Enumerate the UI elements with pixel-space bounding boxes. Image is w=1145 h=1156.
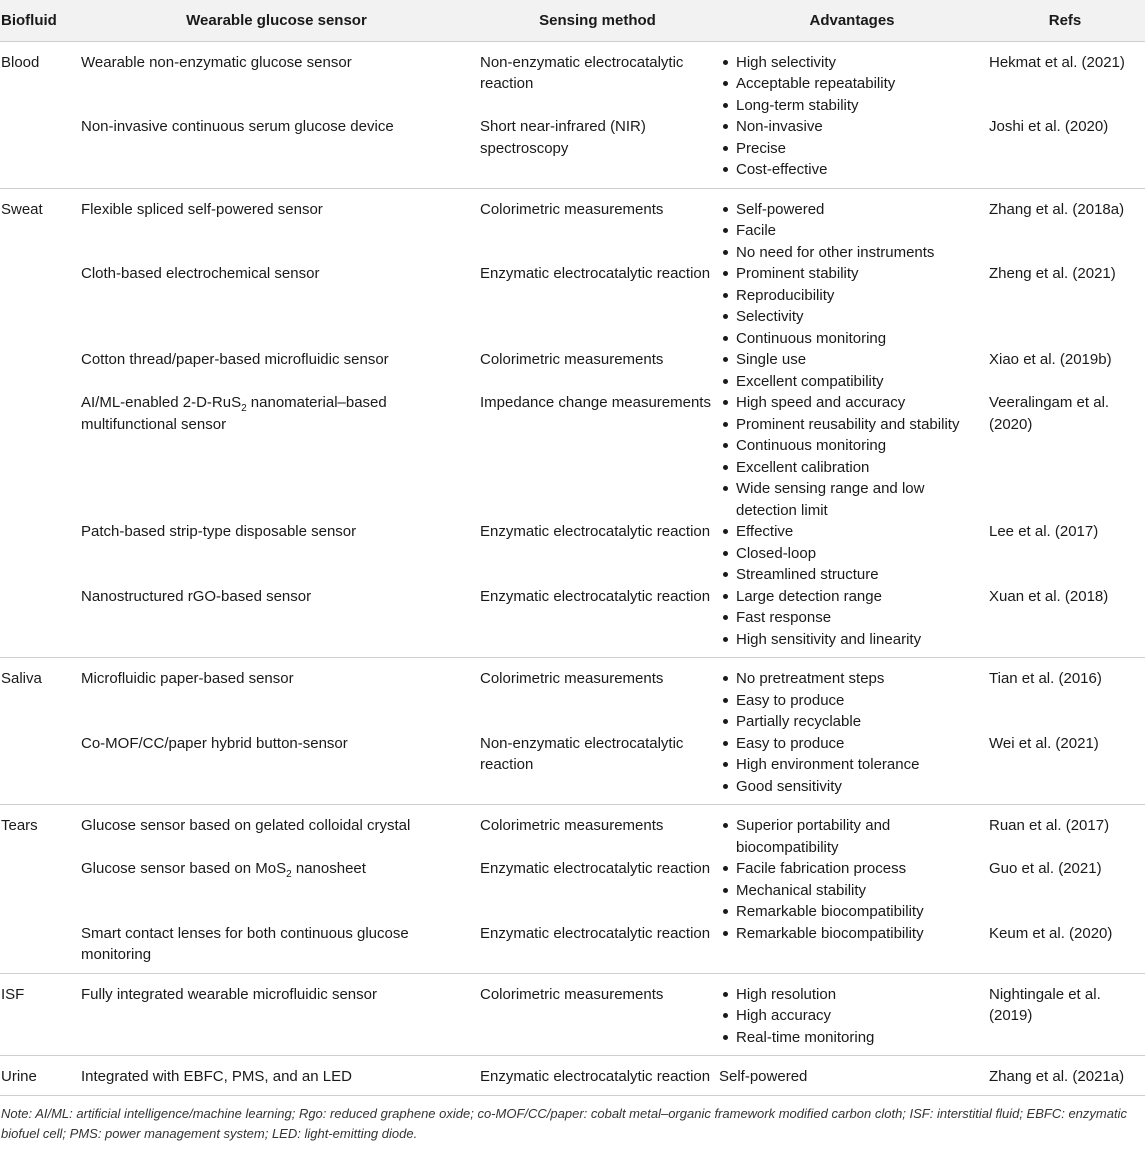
sensor-cell: Cotton thread/paper-based microfluidic sensor	[81, 351, 389, 368]
advantages-list	[719, 392, 981, 521]
advantages-list	[719, 116, 981, 181]
biofluid-cell	[0, 349, 77, 392]
table-row	[0, 116, 1145, 188]
method-cell: Impedance change measurements	[480, 394, 711, 411]
advantage-item: Cost-effective	[719, 159, 981, 181]
advantages-cell	[719, 923, 985, 974]
advantage-item: Streamlined structure	[719, 564, 981, 586]
sensor-cell: Nanostructured rGO-based sensor	[81, 587, 312, 605]
method-cell: Enzymatic electrocatalytic reaction	[480, 924, 711, 942]
method-cell: Non-enzymatic electrocatalytic reaction	[480, 53, 684, 92]
advantages-list	[719, 733, 981, 798]
ref-cell: Wei et al. (2021)	[989, 734, 1099, 752]
ref-cell: Ruan et al. (2017)	[989, 817, 1110, 834]
biofluid-cell	[0, 733, 77, 805]
method-cell: Short near-infrared (NIR) spectroscopy	[480, 118, 646, 157]
advantage-item: Excellent compatibility	[719, 371, 981, 393]
biofluid-cell	[0, 858, 77, 923]
advantage-item: Reproducibility	[719, 285, 981, 307]
advantages-cell	[719, 733, 985, 805]
table-row	[0, 1056, 1145, 1096]
advantages-list	[719, 668, 981, 733]
advantage-text: Self-powered	[719, 1068, 808, 1085]
header-refs: Refs	[985, 0, 1145, 41]
advantage-item: Non-invasive	[719, 116, 981, 138]
advantages-list	[719, 815, 981, 858]
biofluid-cell	[0, 263, 77, 349]
advantage-item: No need for other instruments	[719, 242, 981, 264]
biofluid-cell	[0, 586, 77, 658]
biofluid-cell	[0, 923, 77, 974]
advantage-item: Partially recyclable	[719, 711, 981, 733]
table-footnote: Note: AI/ML: artificial intelligence/machine learning; Rgo: reduced graphene oxide; co-MOF/CC/paper: cobalt metal–organic framework modified carbon cloth; ISF: interstitial fluid; EBFC: enzymatic biofuel cell; PMS: power management system; LED: light-emitting diode.	[1, 1105, 1127, 1141]
advantage-item: Mechanical stability	[719, 880, 981, 902]
table-row	[0, 923, 1145, 974]
biofluid-cell	[0, 392, 77, 521]
sensor-cell	[77, 392, 476, 521]
advantage-item: Closed-loop	[719, 543, 981, 565]
sensor-cell: Microfluidic paper-based sensor	[81, 670, 294, 687]
advantages-list	[719, 52, 981, 117]
method-cell: Colorimetric measurements	[480, 985, 664, 1003]
method-cell: Colorimetric measurements	[480, 817, 664, 834]
advantages-list	[719, 521, 981, 586]
table-row	[0, 349, 1145, 392]
advantages-cell	[719, 521, 985, 586]
advantage-item: Prominent reusability and stability	[719, 414, 981, 436]
sensor-text: nanomaterial–based multifunctional sensor	[81, 394, 387, 433]
table-row	[0, 392, 1145, 521]
table-body	[0, 41, 1145, 1095]
method-cell: Colorimetric measurements	[480, 670, 664, 687]
ref-cell: Nightingale et al. (2019)	[989, 985, 1101, 1024]
sensor-cell: Patch-based strip-type disposable sensor	[81, 523, 357, 540]
sensor-cell: Wearable non-enzymatic glucose sensor	[81, 53, 352, 71]
advantage-item: Self-powered	[719, 199, 981, 221]
biofluid-cell: Sweat	[1, 200, 43, 218]
method-cell: Colorimetric measurements	[480, 200, 664, 218]
advantage-item: Precise	[719, 138, 981, 160]
table-row	[0, 658, 1145, 733]
advantage-item: Long-term stability	[719, 95, 981, 117]
method-cell: Enzymatic electrocatalytic reaction	[480, 1068, 711, 1085]
ref-cell: Xuan et al. (2018)	[989, 587, 1109, 605]
ref-cell: Veeralingam et al. (2020)	[989, 394, 1110, 433]
sensor-subscript: 2	[286, 869, 292, 880]
advantages-cell	[719, 1056, 985, 1096]
advantage-item: Easy to produce	[719, 690, 981, 712]
advantages-list	[719, 984, 981, 1049]
advantage-item: Facile	[719, 220, 981, 242]
biofluid-cell: Urine	[1, 1068, 37, 1085]
advantages-cell	[719, 41, 985, 116]
advantage-item: High accuracy	[719, 1005, 981, 1027]
advantage-item: Remarkable biocompatibility	[719, 901, 981, 923]
advantages-cell	[719, 858, 985, 923]
advantage-item: High sensitivity and linearity	[719, 629, 981, 651]
ref-cell: Tian et al. (2016)	[989, 670, 1102, 687]
sensor-cell	[77, 858, 476, 923]
advantages-cell	[719, 116, 985, 188]
advantage-item: Excellent calibration	[719, 457, 981, 479]
advantage-item: High speed and accuracy	[719, 392, 981, 414]
table-row	[0, 41, 1145, 116]
table-row	[0, 188, 1145, 263]
advantages-cell	[719, 392, 985, 521]
advantages-cell	[719, 188, 985, 263]
method-cell: Colorimetric measurements	[480, 351, 664, 368]
header-sensor: Wearable glucose sensor	[77, 0, 476, 41]
sensor-subscript: 2	[241, 403, 247, 414]
table-row	[0, 586, 1145, 658]
advantage-item: No pretreatment steps	[719, 668, 981, 690]
advantage-item: Effective	[719, 521, 981, 543]
header-method: Sensing method	[476, 0, 719, 41]
table-row	[0, 263, 1145, 349]
table-row	[0, 858, 1145, 923]
sensor-text: nanosheet	[291, 860, 366, 877]
advantages-list	[719, 263, 981, 349]
biofluid-cell: Blood	[1, 53, 40, 71]
table-header	[0, 0, 1145, 41]
ref-cell: Joshi et al. (2020)	[989, 118, 1109, 135]
table-row	[0, 733, 1145, 805]
table-row	[0, 805, 1145, 859]
advantage-item: High selectivity	[719, 52, 981, 74]
advantage-item: Prominent stability	[719, 263, 981, 285]
biofluid-cell: Tears	[1, 817, 38, 834]
ref-cell: Xiao et al. (2019b)	[989, 351, 1112, 368]
ref-cell: Zhang et al. (2021a)	[989, 1068, 1125, 1085]
advantage-item: Continuous monitoring	[719, 435, 981, 457]
ref-cell: Guo et al. (2021)	[989, 860, 1102, 877]
sensor-cell: Integrated with EBFC, PMS, and an LED	[81, 1068, 352, 1085]
method-cell: Enzymatic electrocatalytic reaction	[480, 523, 711, 540]
advantage-item: Single use	[719, 349, 981, 371]
method-cell: Enzymatic electrocatalytic reaction	[480, 265, 711, 282]
advantages-cell	[719, 349, 985, 392]
advantages-cell	[719, 805, 985, 859]
advantage-item: Real-time monitoring	[719, 1027, 981, 1049]
advantage-item: High environment tolerance	[719, 754, 981, 776]
advantages-cell	[719, 658, 985, 733]
sensor-cell: Glucose sensor based on gelated colloidal crystal	[81, 817, 411, 834]
advantages-list	[719, 586, 981, 651]
header-biofluid: Biofluid	[0, 0, 77, 41]
biofluid-cell	[0, 521, 77, 586]
method-cell: Enzymatic electrocatalytic reaction	[480, 587, 711, 605]
advantages-list	[719, 923, 981, 945]
biofluid-cell: Saliva	[1, 670, 42, 687]
advantages-cell	[719, 586, 985, 658]
advantage-item: Fast response	[719, 607, 981, 629]
sensor-cell: Non-invasive continuous serum glucose device	[81, 118, 394, 135]
sensor-text: Glucose sensor based on MoS	[81, 860, 287, 877]
advantage-item: Facile fabrication process	[719, 858, 981, 880]
sensor-cell: Fully integrated wearable microfluidic sensor	[81, 985, 377, 1003]
ref-cell: Hekmat et al. (2021)	[989, 53, 1125, 71]
advantage-item: Good sensitivity	[719, 776, 981, 798]
ref-cell: Zhang et al. (2018a)	[989, 200, 1125, 218]
sensor-cell: Smart contact lenses for both continuous glucose monitoring	[81, 924, 409, 963]
advantage-item: High resolution	[719, 984, 981, 1006]
advantage-item: Large detection range	[719, 586, 981, 608]
advantages-list	[719, 858, 981, 923]
ref-cell: Zheng et al. (2021)	[989, 265, 1116, 282]
advantages-cell	[719, 973, 985, 1056]
ref-cell: Lee et al. (2017)	[989, 523, 1099, 540]
sensor-cell: Flexible spliced self-powered sensor	[81, 200, 323, 218]
biofluid-cell: ISF	[1, 985, 25, 1003]
sensor-cell: Cloth-based electrochemical sensor	[81, 265, 320, 282]
method-cell: Non-enzymatic electrocatalytic reaction	[480, 734, 684, 773]
table-row	[0, 973, 1145, 1056]
advantage-item: Easy to produce	[719, 733, 981, 755]
advantage-item: Wide sensing range and low detection limit	[719, 478, 981, 521]
sensor-text: AI/ML-enabled 2-D-RuS	[81, 394, 242, 411]
sensor-cell: Co-MOF/CC/paper hybrid button-sensor	[81, 734, 348, 752]
advantage-item: Continuous monitoring	[719, 328, 981, 350]
method-cell: Enzymatic electrocatalytic reaction	[480, 860, 711, 877]
advantages-list	[719, 199, 981, 264]
biofluid-cell	[0, 116, 77, 188]
advantage-item: Selectivity	[719, 306, 981, 328]
table-row	[0, 521, 1145, 586]
advantage-item: Acceptable repeatability	[719, 73, 981, 95]
header-advantages: Advantages	[719, 0, 985, 41]
advantages-cell	[719, 263, 985, 349]
advantage-item: Remarkable biocompatibility	[719, 923, 981, 945]
advantages-list	[719, 349, 981, 392]
advantage-item: Superior portability and biocompatibility	[719, 815, 981, 858]
ref-cell: Keum et al. (2020)	[989, 924, 1113, 942]
